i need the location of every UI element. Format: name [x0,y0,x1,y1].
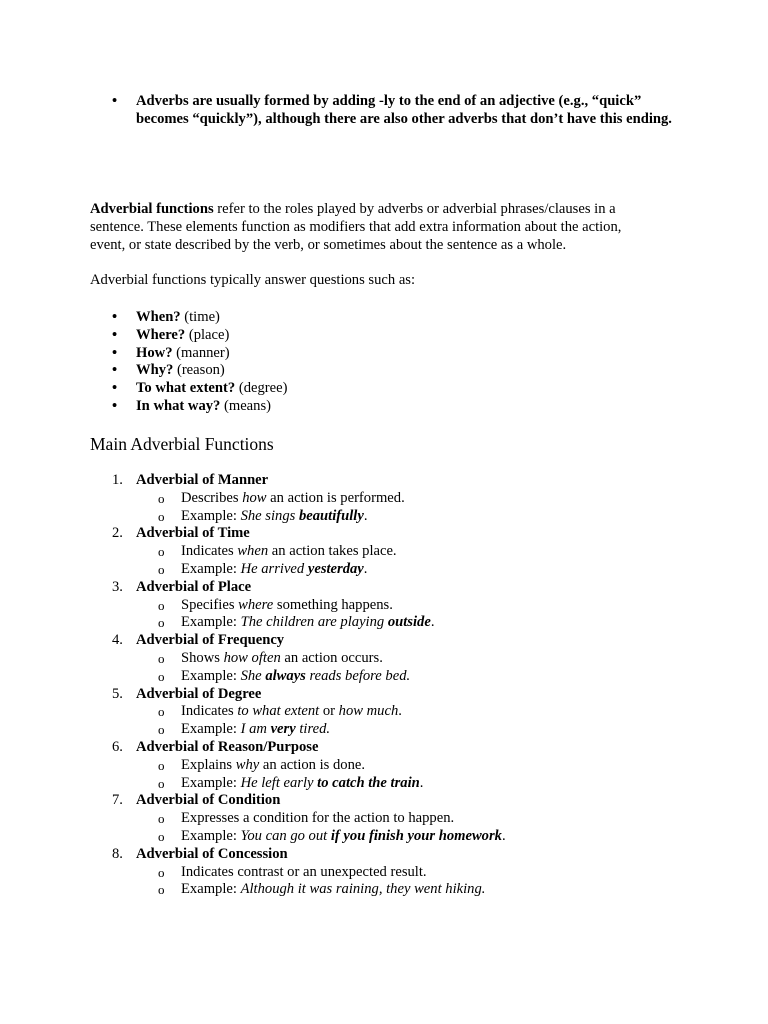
function-example [90,775,690,793]
function-title [90,686,690,704]
function-number: 8. [112,845,123,862]
example-text: reads before bed. [305,667,411,684]
function-item [90,632,690,685]
function-number: 1. [112,472,123,488]
function-title-text: Adverbial of Degree [136,685,262,702]
function-description [90,864,690,882]
example-adverbial: yesterday [307,560,364,577]
desc-emphasis: to what extent [237,703,320,720]
example-adverbial: always [265,667,306,684]
example-end: . [363,507,368,524]
example-label: Example: [181,881,241,898]
function-description [90,650,690,668]
question-label: When? [136,309,181,325]
bullet-item [90,93,690,129]
function-number: 3. [112,578,123,595]
function-item [90,739,690,792]
sub-bullet: o [158,650,165,666]
example-text: She sings [240,507,299,524]
question-item [90,380,287,398]
function-title [90,525,690,543]
example-end: . [430,614,435,631]
function-item [90,846,690,899]
desc-text: an action is done. [259,756,366,773]
function-description [90,757,690,775]
sub-bullet: o [158,615,165,631]
function-number: 5. [112,685,123,702]
bullet-text: Adverbs are usually formed by adding -ly to the end of an adjective (e.g., “quick” becomes “quickly”), although there are also other adverbs that don’t have this ending. [136,93,672,127]
bullet-symbol: • [112,326,118,343]
question-item [90,327,287,345]
question-note: (reason) [173,362,225,379]
function-item [90,472,690,525]
sub-bullet: o [158,508,165,524]
function-example [90,614,690,632]
sub-bullet: o [158,722,165,738]
function-description [90,703,690,721]
question-note: (manner) [172,344,230,361]
question-item [90,362,287,380]
function-example [90,668,690,686]
sub-bullet: o [158,882,165,898]
example-label: Example: [181,667,241,684]
function-title [90,632,690,650]
example-label: Example: [181,827,241,844]
bullet-symbol: • [112,93,118,109]
desc-text: Indicates [181,543,238,560]
section-heading: Main Adverbial Functions [90,434,274,454]
function-example [90,508,690,526]
example-text: The children are playing [240,614,388,631]
example-label: Example: [181,721,241,738]
desc-text: Expresses a condition for the action to happen. [181,810,455,827]
example-text: Although it was raining, they went hiking. [240,881,486,898]
function-title [90,846,690,864]
sub-bullet: o [158,668,165,684]
function-number: 2. [112,525,123,542]
example-label: Example: [181,507,241,524]
function-title-text: Adverbial of Place [136,578,252,595]
function-title-text: Adverbial of Concession [136,845,288,862]
functions-list [90,472,690,899]
example-text: He left early [240,774,318,791]
example-end: . [363,560,368,577]
question-note: (degree) [235,380,288,397]
function-item [90,579,690,632]
question-label: To what extent? [136,380,236,397]
example-text: You can go out [240,827,331,844]
intro-text: refer to the roles played by adverbs or adverbial phrases/clauses in a sentence. These elements function as modifiers that add extra information about the action, event, or state described by the verb, or sometimes about the sentence as a whole. [90,201,622,253]
function-title-text: Adverbial of Time [136,525,250,542]
function-title-text: Adverbial of Frequency [136,632,285,649]
function-title [90,792,690,810]
example-adverbial: very [270,721,296,738]
desc-text: Describes [181,489,243,506]
function-item [90,525,690,578]
function-example [90,721,690,739]
desc-text: something happens. [273,596,393,613]
question-note: (time) [180,309,220,325]
function-title [90,579,690,597]
function-number: 6. [112,738,123,755]
sub-bullet: o [158,561,165,577]
bullet-symbol: • [112,309,118,325]
questions-intro: Adverbial functions typically answer questions such as: [90,272,416,288]
example-adverbial: if you finish your homework [330,827,502,844]
function-example [90,828,690,846]
desc-emphasis: where [238,596,274,613]
function-item [90,686,690,739]
question-label: In what way? [136,397,221,414]
question-label: How? [136,344,173,361]
function-title [90,739,690,757]
example-text: I am [240,721,271,738]
example-label: Example: [181,614,241,631]
desc-text: Shows [181,649,224,666]
intro-term: Adverbial functions [90,201,214,217]
desc-text: or [319,703,339,720]
question-note: (means) [220,397,271,414]
desc-text: Indicates [181,703,238,720]
example-text: He arrived [240,560,308,577]
example-label: Example: [181,774,241,791]
sub-bullet: o [158,490,165,506]
bullet-symbol: • [112,362,118,379]
example-label: Example: [181,560,241,577]
desc-text: Indicates contrast or an unexpected result. [181,863,427,880]
function-number: 7. [112,792,123,809]
example-text: tired. [295,721,331,738]
sub-bullet: o [158,704,165,720]
desc-text: Specifies [181,596,239,613]
question-label: Why? [136,362,174,379]
question-item [90,309,287,327]
function-item [90,792,690,845]
sub-bullet: o [158,544,165,560]
function-description [90,490,690,508]
questions-list [90,309,287,416]
example-text: She [240,667,266,684]
example-end: . [419,774,424,791]
desc-emphasis: why [235,756,260,773]
desc-emphasis: how often [223,649,281,666]
sub-bullet: o [158,811,165,827]
question-item [90,345,287,363]
function-title-text: Adverbial of Manner [136,472,269,488]
desc-emphasis: how much [338,703,399,720]
bullet-symbol: • [112,397,118,414]
desc-text: an action occurs. [280,649,383,666]
function-description [90,597,690,615]
sub-bullet: o [158,828,165,844]
example-adverbial: to catch the train [317,774,420,791]
example-adverbial: beautifully [298,507,364,524]
top-bullet [90,93,690,129]
desc-text: Explains [181,756,236,773]
function-example [90,881,690,899]
function-title [90,472,690,490]
desc-emphasis: when [237,543,269,560]
function-description [90,543,690,561]
function-title-text: Adverbial of Condition [136,792,281,809]
desc-text: an action is performed. [266,489,405,506]
function-description [90,810,690,828]
function-number: 4. [112,632,123,649]
intro-paragraph [90,201,660,254]
function-example [90,561,690,579]
desc-text: an action takes place. [268,543,397,560]
desc-emphasis: how [242,489,267,506]
bullet-symbol: • [112,344,118,361]
sub-bullet: o [158,757,165,773]
bullet-symbol: • [112,380,118,397]
question-item [90,398,287,416]
sub-bullet: o [158,597,165,613]
question-label: Where? [136,326,186,343]
function-title-text: Adverbial of Reason/Purpose [136,738,319,755]
desc-text: . [398,703,402,720]
example-adverbial: outside [387,614,431,631]
sub-bullet: o [158,775,165,791]
example-end: . [501,827,506,844]
sub-bullet: o [158,864,165,880]
question-note: (place) [185,326,230,343]
